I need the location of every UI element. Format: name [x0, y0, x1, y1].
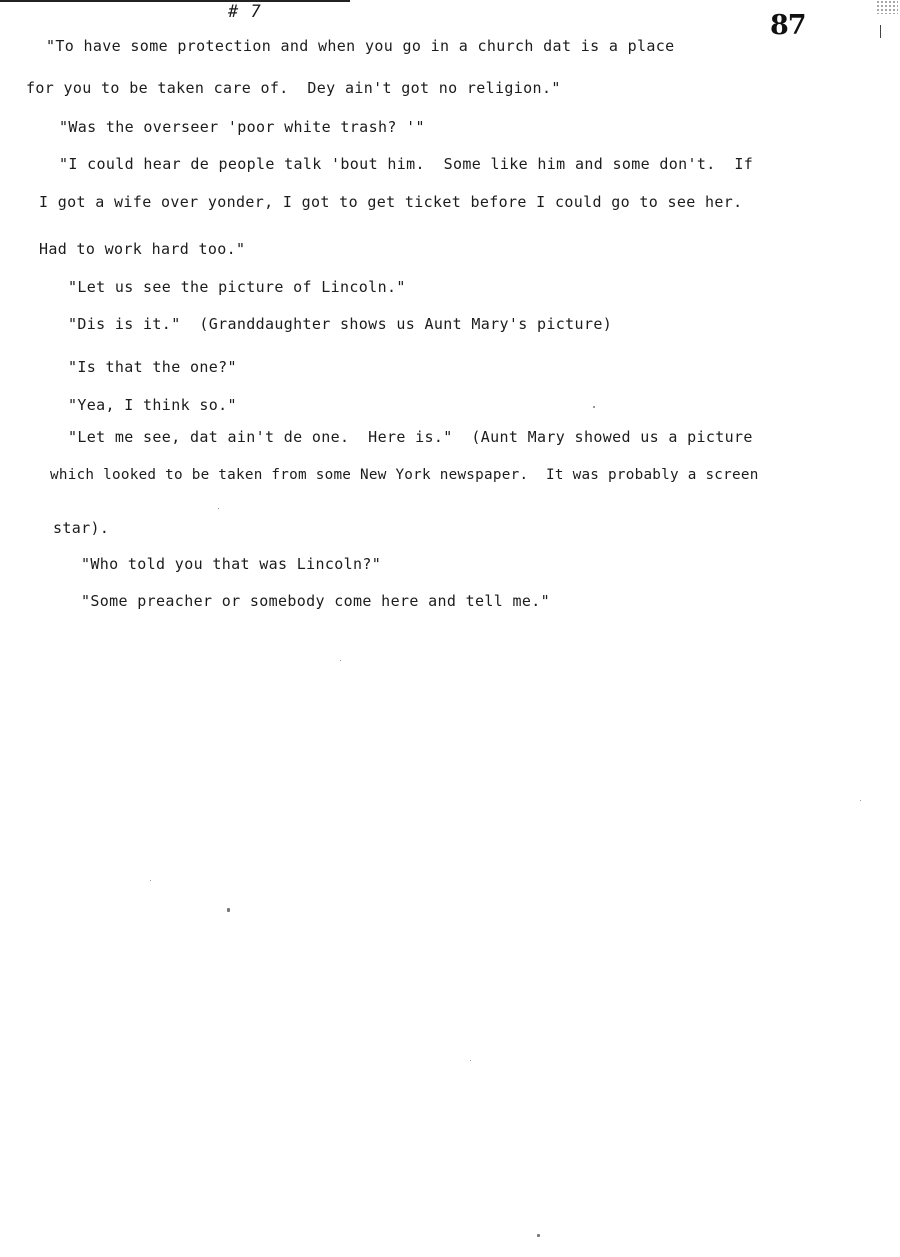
top-rule — [0, 0, 350, 2]
page-number: 87 — [770, 10, 806, 41]
text-line-2: for you to be taken care of. Dey ain't got no religion." — [26, 79, 561, 97]
speck — [218, 508, 219, 509]
text-line-4: "I could hear de people talk 'bout him. Some like him and some don't. If — [59, 155, 754, 173]
text-line-5: I got a wife over yonder, I got to get ticket before I could go to see her. — [39, 193, 743, 211]
text-line-3: "Was the overseer 'poor white trash? '" — [59, 118, 425, 136]
speck — [537, 1234, 540, 1237]
speck — [150, 880, 151, 881]
edge-mark — [880, 25, 881, 38]
speck — [340, 660, 341, 661]
text-line-8: "Dis is it." (Granddaughter shows us Aunt Mary's picture) — [68, 315, 613, 333]
text-line-14: "Who told you that was Lincoln?" — [81, 555, 382, 573]
speck — [470, 1060, 471, 1061]
edge-dots — [876, 0, 898, 14]
text-line-7: "Let us see the picture of Lincoln." — [68, 278, 406, 296]
text-line-13: star). — [53, 519, 110, 537]
speck — [860, 800, 861, 801]
text-line-6: Had to work hard too." — [39, 240, 246, 258]
text-line-12: which looked to be taken from some New York newspaper. It was probably a screen — [50, 467, 759, 483]
text-line-9: "Is that the one?" — [68, 358, 237, 376]
text-line-10: "Yea, I think so." — [68, 396, 237, 414]
speck — [593, 406, 595, 408]
section-mark: # 7 — [228, 2, 262, 22]
speck — [227, 908, 230, 912]
text-line-11: "Let me see, dat ain't de one. Here is." (Aunt Mary showed us a picture — [68, 428, 753, 446]
text-line-1: "To have some protection and when you go in a church dat is a place — [46, 37, 675, 55]
text-line-15: "Some preacher or somebody come here and tell me." — [81, 592, 551, 610]
